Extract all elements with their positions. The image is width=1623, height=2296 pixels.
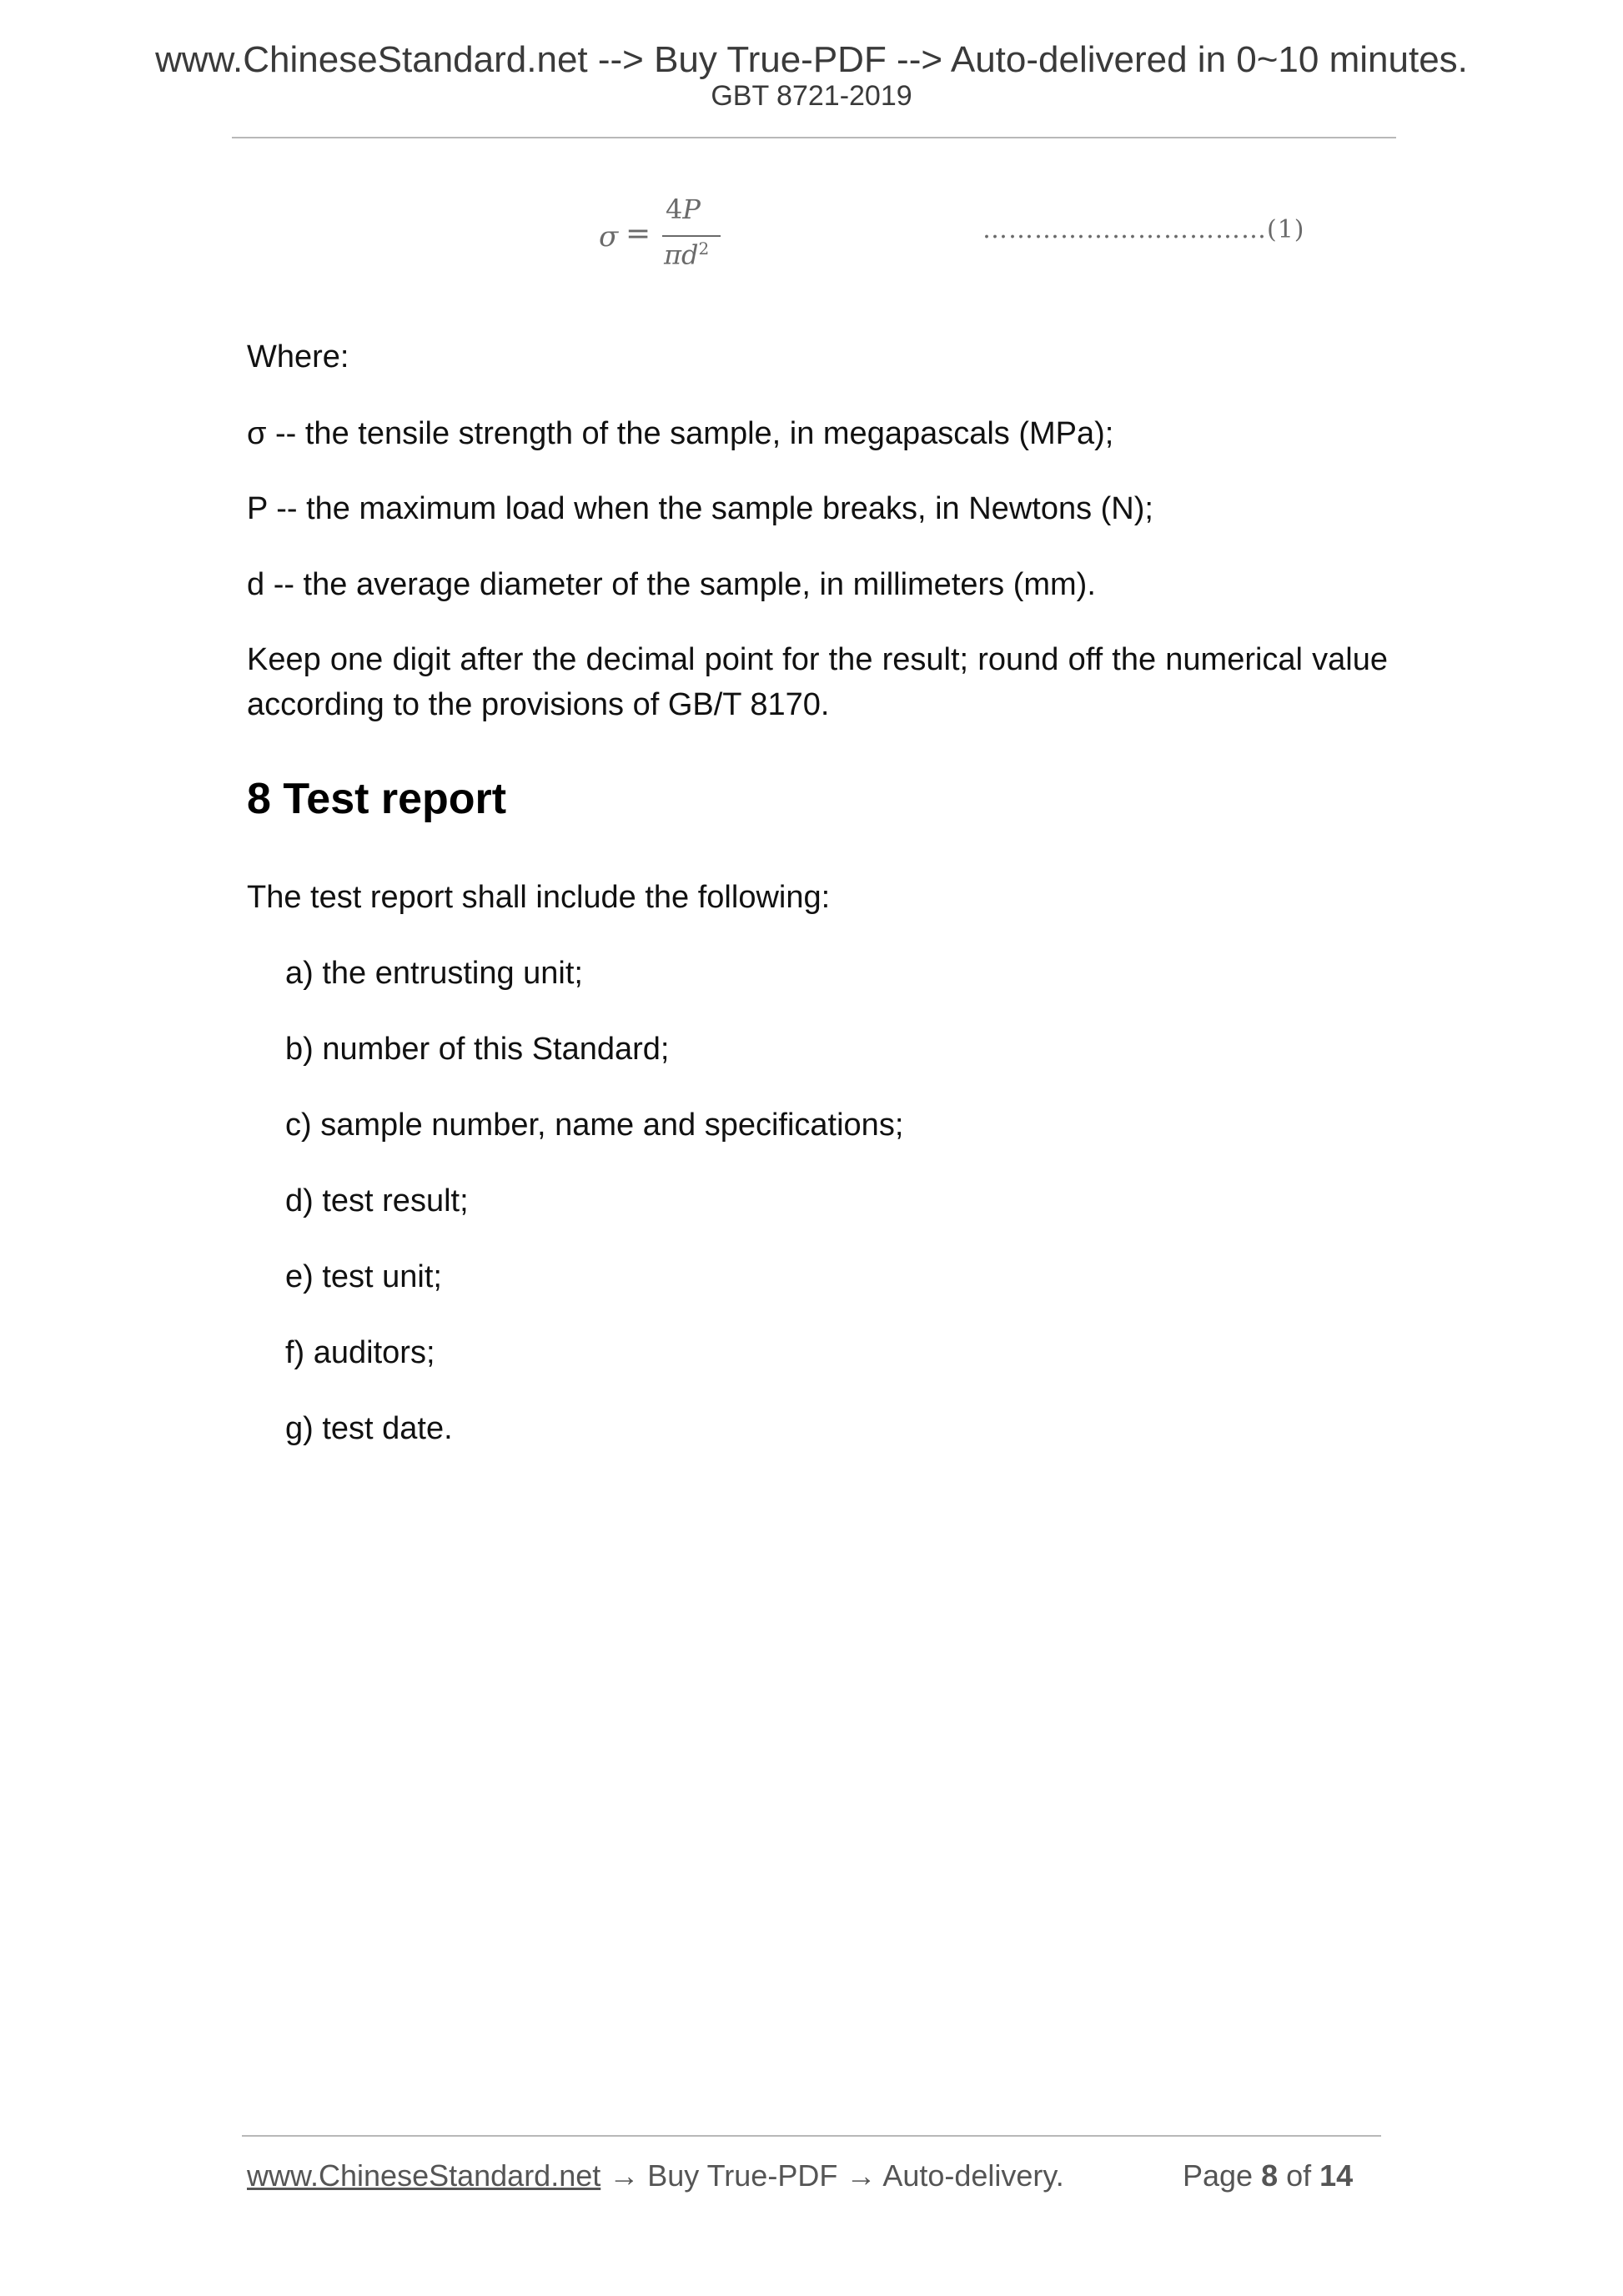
- formula-numerator-coef: 4: [666, 193, 683, 225]
- header-divider: [232, 137, 1396, 138]
- formula-lhs: σ: [599, 220, 619, 254]
- list-item: g) test date.: [285, 1411, 453, 1446]
- footer-tagline: → Buy True-PDF → Auto-delivery.: [600, 2158, 1064, 2193]
- header-banner: www.ChineseStandard.net --> Buy True-PDF --> Auto-delivered in 0~10 minutes.: [155, 39, 1468, 80]
- page-total: 14: [1319, 2158, 1354, 2193]
- section-heading-test-report: 8 Test report: [247, 775, 507, 823]
- formula-numerator-var: P: [682, 193, 701, 225]
- definition-d: d -- the average diameter of the sample, in millimeters (mm).: [247, 567, 1096, 602]
- page-label: Page: [1183, 2158, 1262, 2193]
- list-item: b) number of this Standard;: [285, 1032, 670, 1067]
- formula-fraction-bar: [662, 235, 721, 237]
- formula-numerator: [666, 193, 701, 225]
- list-item: f) auditors;: [285, 1335, 435, 1370]
- page-current: 8: [1261, 2158, 1279, 2193]
- definition-p: P -- the maximum load when the sample breaks, in Newtons (N);: [247, 491, 1153, 526]
- formula-denominator-var: d: [681, 239, 699, 271]
- page-indicator: [1183, 2158, 1353, 2193]
- footer-divider: [242, 2135, 1381, 2137]
- document-number: GBT 8721-2019: [711, 80, 912, 112]
- formula-denominator-exp: 2: [698, 239, 710, 259]
- test-report-intro: The test report shall include the following:: [247, 880, 831, 915]
- list-item: a) the entrusting unit;: [285, 956, 583, 991]
- list-item: d) test result;: [285, 1183, 469, 1218]
- result-rounding-note: Keep one digit after the decimal point for the result; round off the numerical value according to the provisions of GB/T 8170.: [247, 642, 1388, 722]
- list-item: c) sample number, name and specifications;: [285, 1108, 904, 1143]
- list-item: e) test unit;: [285, 1259, 442, 1294]
- page-of: of: [1278, 2158, 1320, 2193]
- tensile-strength-formula: [599, 193, 724, 277]
- formula-denominator: [664, 239, 709, 271]
- where-label: Where:: [247, 339, 349, 374]
- footer-links: [247, 2158, 1064, 2193]
- footer-site-link[interactable]: www.ChineseStandard.net: [247, 2158, 601, 2193]
- formula-denominator-pi: π: [664, 239, 682, 271]
- formula-equals: =: [626, 217, 651, 251]
- definition-sigma: σ -- the tensile strength of the sample, in megapascals (MPa);: [247, 416, 1114, 451]
- equation-number: ……………………………(1): [982, 215, 1305, 244]
